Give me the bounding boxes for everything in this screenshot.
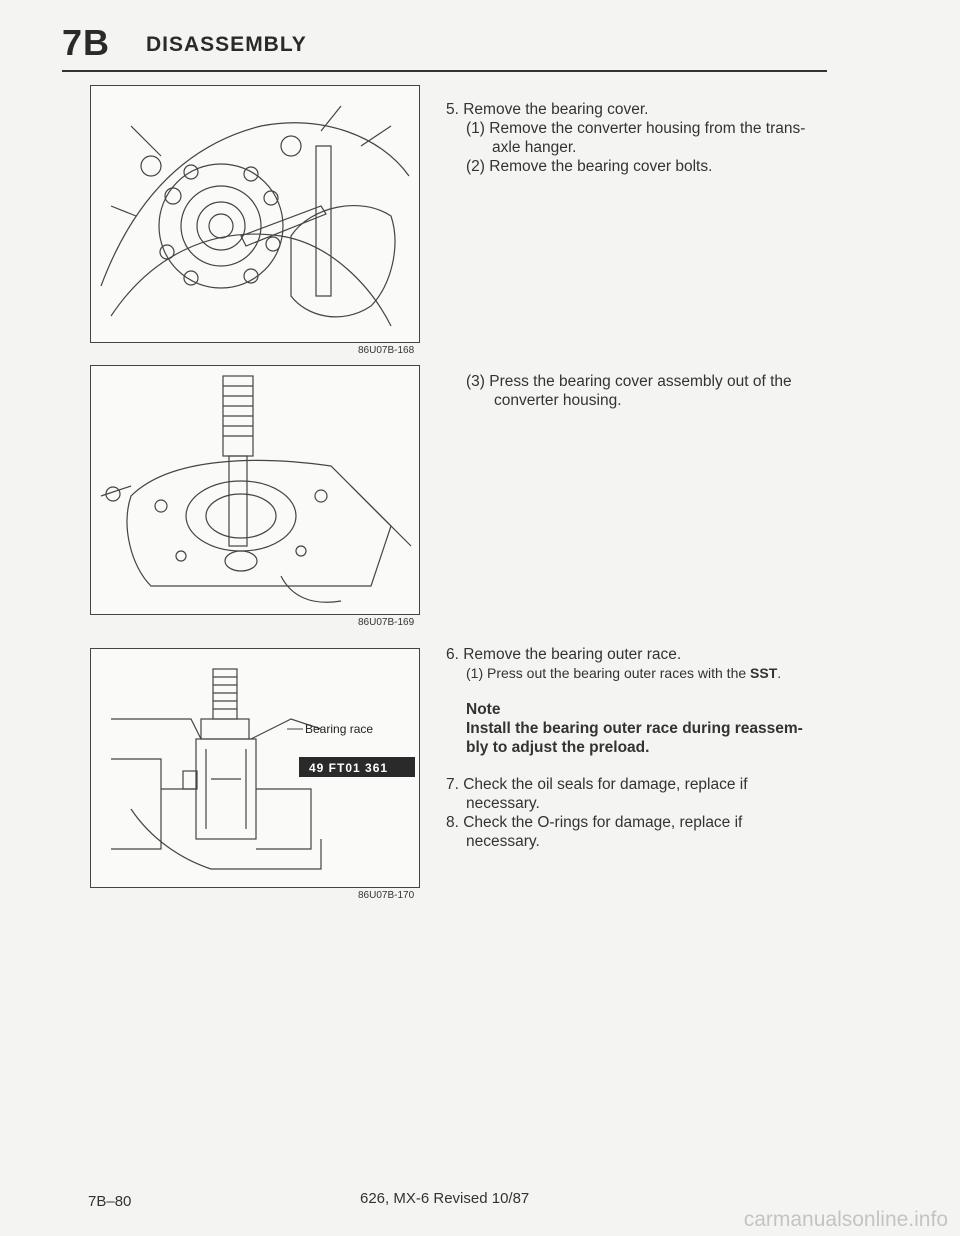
figure-code-2: 86U07B-169 xyxy=(358,617,415,628)
step-6-1-suffix: . xyxy=(777,665,782,681)
page-number: 7B–80 xyxy=(88,1193,132,1210)
step-7-line-a: 7. Check the oil seals for damage, replace if xyxy=(446,776,748,793)
note-block xyxy=(466,700,836,757)
figure-2-illustration xyxy=(91,366,419,614)
step-6 xyxy=(446,645,836,683)
section-title: DISASSEMBLY xyxy=(146,33,307,56)
figure-bearing-cover-bolts xyxy=(90,85,420,343)
step-5-3-line-b: converter housing. xyxy=(494,392,622,409)
figure-code-1: 86U07B-168 xyxy=(358,345,415,356)
step-8-line-a: 8. Check the O-rings for damage, replace if xyxy=(446,814,743,831)
step-6-1-sst: SST xyxy=(750,665,778,681)
step-5-2: (2) Remove the bearing cover bolts. xyxy=(466,158,713,175)
figure-press-bearing-cover xyxy=(90,365,420,615)
callout-bearing-race: Bearing race xyxy=(305,722,374,736)
step-8-line-b: necessary. xyxy=(466,833,540,850)
figure-3-illustration xyxy=(91,649,419,887)
section-code: 7B xyxy=(62,22,111,63)
note-line-b: bly to adjust the preload. xyxy=(466,739,650,756)
step-5 xyxy=(446,100,836,176)
step-6-1 xyxy=(446,664,836,683)
header-rule xyxy=(62,70,827,72)
note-line-a: Install the bearing outer race during reassem- xyxy=(466,720,803,737)
model-revision: 626, MX-6 Revised 10/87 xyxy=(360,1190,530,1207)
step-5-3 xyxy=(466,372,836,410)
step-5-1-line-a: (1) Remove the converter housing from the trans- xyxy=(466,120,806,137)
sst-label: 49 FT01 361 xyxy=(309,761,389,775)
figure-code-3: 86U07B-170 xyxy=(358,890,415,901)
figure-1-illustration xyxy=(91,86,419,342)
step-5-3-line-a: (3) Press the bearing cover assembly out of the xyxy=(466,373,792,390)
figure-press-outer-race xyxy=(90,648,420,888)
step-6-1-text: (1) Press out the bearing outer races with the xyxy=(466,665,751,681)
step-5-title: 5. Remove the bearing cover. xyxy=(446,101,649,118)
step-5-1-line-b: axle hanger. xyxy=(492,139,577,156)
note-title: Note xyxy=(466,701,501,718)
watermark: carmanualsonline.info xyxy=(743,1208,948,1231)
step-7-line-b: necessary. xyxy=(466,795,540,812)
step-6-title: 6. Remove the bearing outer race. xyxy=(446,646,682,663)
steps-7-8 xyxy=(446,775,836,851)
